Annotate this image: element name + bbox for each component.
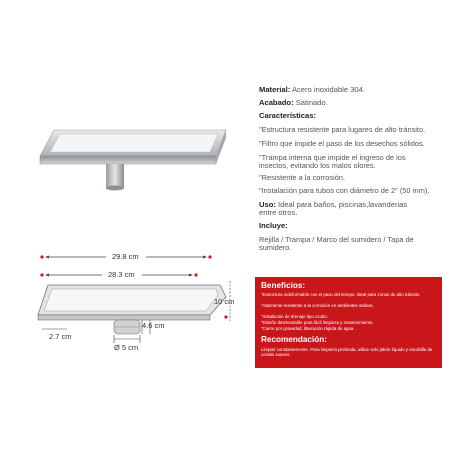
dimension-marker — [194, 273, 197, 276]
uso-line — [259, 201, 414, 218]
acabado-label: Acabado: — [259, 98, 294, 107]
beneficio-item: "Instalación de drenaje tipo oculto. — [261, 314, 328, 319]
caracteristica-item: "Estructura resistente para lugares de alto tránsito. — [259, 125, 426, 134]
material-value: Acero inoxidable 304. — [291, 85, 365, 94]
benefits-panel — [255, 277, 442, 368]
dimension-marker — [224, 315, 227, 318]
dim-length-total: 29.8 cm — [112, 252, 139, 261]
dimension-marker — [208, 255, 211, 258]
drain-product-image — [30, 120, 235, 200]
acabado-value: Satinado. — [295, 98, 328, 107]
uso-label: Uso: — [259, 200, 276, 209]
beneficio-item: "Estructura indeformable con el paso del tiempo. Ideal para zonas de alto tránsito. — [261, 292, 421, 297]
dim-drain-height: 4.6 cm — [142, 321, 165, 330]
beneficio-item: "Altamente resistente a la corrosión en ambientes salinos. — [261, 303, 374, 308]
beneficio-item: "Diseño desmontable para fácil limpieza y mantenimiento. — [261, 320, 374, 325]
caracteristicas-heading — [259, 112, 316, 120]
dimension-marker — [40, 255, 43, 258]
incluye-label: Incluye: — [259, 221, 288, 230]
dim-drain-offset: 2.7 cm — [49, 332, 72, 341]
uso-value: Ideal para baños, piscinas,lavanderias entre otros. — [259, 200, 408, 218]
incluye-value: Rejilla / Trampa / Marco del sumidero / Tapa de sumidero. — [259, 235, 414, 253]
recomendacion-title: Recomendación: — [261, 335, 327, 344]
caracteristica-item: "Filtro que impide el paso de los desechos sólidos. — [259, 139, 425, 148]
material-line — [259, 86, 365, 94]
caracteristica-item: "Resistente a la corrosión. — [259, 173, 346, 182]
acabado-line — [259, 99, 328, 107]
caracteristicas-label: Características: — [259, 111, 316, 120]
dim-drain-diameter: Ø 5 cm — [114, 343, 139, 352]
dim-height: 10 cm — [214, 297, 235, 306]
incluye-heading — [259, 222, 288, 230]
material-label: Material: — [259, 85, 291, 94]
recomendacion-text: Limpiar constantemente. Para limpieza profunda, utilice solo jabón líquido y escobilla de cerdas suaves. — [261, 347, 433, 358]
caracteristica-item: "Instalación para tubos con diámetro de 2" (50 mm). — [259, 186, 430, 195]
caracteristica-item: "Trampa interna que impide el ingreso de los insectos, evitando los malos olores. — [259, 153, 406, 171]
dim-length-inner: 28.3 cm — [108, 270, 135, 279]
beneficios-title: Beneficios: — [261, 281, 306, 290]
beneficio-item: "Cierre por gravedad, liberación rápida de agua. — [261, 326, 355, 331]
dimension-marker — [40, 273, 43, 276]
